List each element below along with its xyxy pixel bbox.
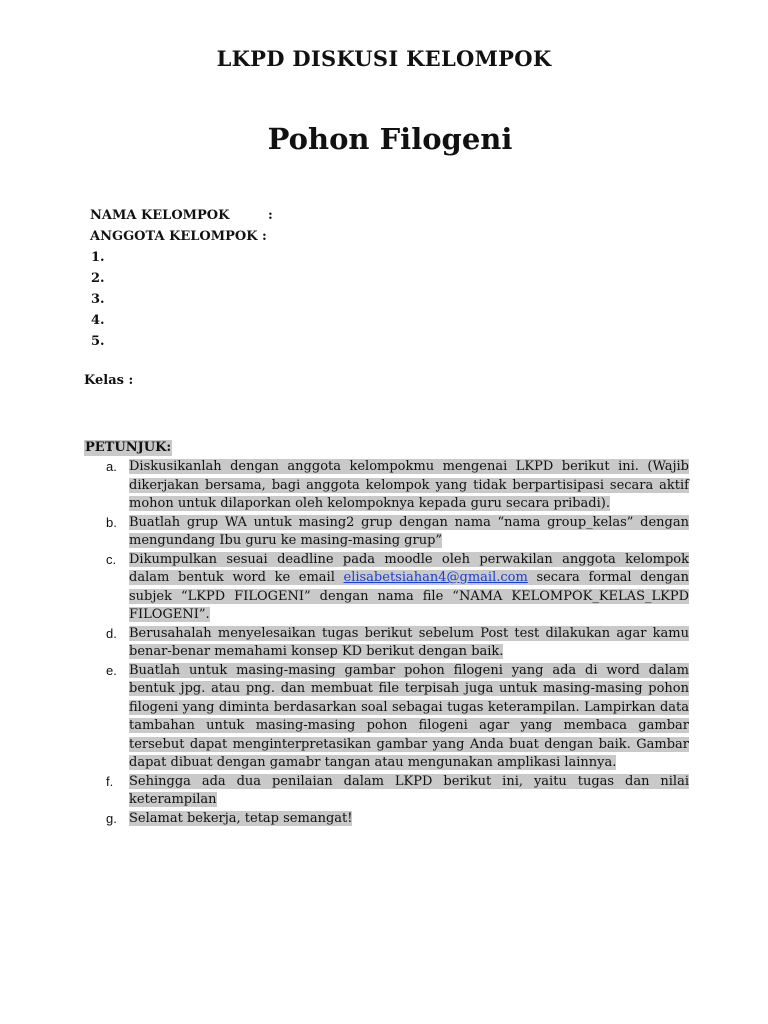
instruction-item — [100, 458, 689, 514]
instruction-item — [100, 551, 689, 625]
instruction-text: Sehingga ada dua penilaian dalam LKPD berikut ini, yaitu tugas dan nilai keterampilan — [129, 773, 689, 807]
instruction-text: Dikumpulkan sesuai deadline pada moodle oleh perwakilan anggota kelompok dalam bentuk word ke email — [129, 551, 689, 585]
instruction-item — [100, 662, 689, 773]
instructions-list — [100, 458, 689, 828]
member-number: 3. — [91, 292, 105, 307]
instruction-item — [100, 514, 689, 551]
instruction-item — [100, 773, 689, 810]
group-name-colon: : — [268, 208, 273, 223]
instruction-marker: c. — [106, 551, 117, 567]
instruction-item — [100, 810, 689, 829]
class-label: Kelas : — [84, 373, 134, 388]
instruction-marker: a. — [106, 459, 117, 474]
instruction-text: Diskusikanlah dengan anggota kelompokmu mengenai LKPD berikut ini. (Wajib dikerjakan bersama, bagi anggota kelompok yang tidak berpartisipasi secara aktif mohon untuk dilaporkan oleh kelompoknya kepada guru secara pribadi). — [129, 459, 689, 511]
instruction-text: Buatlah grup WA untuk masing2 grup dengan nama “nama group_kelas” dengan mengundang Ibu guru ke masing-masing grup” — [129, 514, 689, 548]
group-name-label: NAMA KELOMPOK — [90, 208, 230, 223]
instruction-marker: g. — [106, 810, 117, 826]
member-number: 5. — [91, 334, 105, 349]
member-number: 1. — [91, 250, 105, 265]
member-number: 4. — [91, 313, 105, 328]
instruction-marker: d. — [106, 625, 117, 641]
instruction-item — [100, 625, 689, 662]
instruction-marker: b. — [106, 514, 117, 530]
instruction-text: Buatlah untuk masing-masing gambar pohon filogeni yang ada di word dalam bentuk jpg. atau png. dan membuat file terpisah juga untuk masing-masing pohon filogeni yang diminta berdasarkan soal sebagai tugas keterampilan. Lampirkan data tambahan untuk masing-masing pohon filogeni agar yang membaca gambar tersebut dapat menginterpretasikan gambar yang Anda buat dengan baik. Gambar dapat dibuat dengan gamabr tangan atau mengunakan amplikasi lainnya. — [129, 662, 689, 770]
instruction-text: secara formal dengan subjek “LKPD FILOGENI” dengan nama file “NAMA KELOMPOK_KELAS_LKPD FILOGENI”. — [129, 570, 689, 622]
members-label: ANGGOTA KELOMPOK : — [90, 229, 267, 244]
member-number: 2. — [91, 271, 105, 286]
group-identity — [90, 205, 273, 352]
document-subtitle: Pohon Filogeni — [267, 122, 513, 156]
instruction-text: Selamat bekerja, tetap semangat! — [129, 810, 353, 826]
instruction-marker: e. — [106, 662, 117, 678]
instruction-text: Berusahalah menyelesaikan tugas berikut sebelum Post test dilakukan agar kamu benar-benar memahami konsep KD berikut dengan baik. — [129, 625, 689, 659]
instruction-marker: f. — [106, 773, 114, 789]
instructions-heading: PETUNJUK: — [85, 440, 172, 455]
document-title: LKPD DISKUSI KELOMPOK — [216, 46, 552, 71]
email-link[interactable]: elisabetsiahan4@gmail.com — [343, 570, 528, 585]
